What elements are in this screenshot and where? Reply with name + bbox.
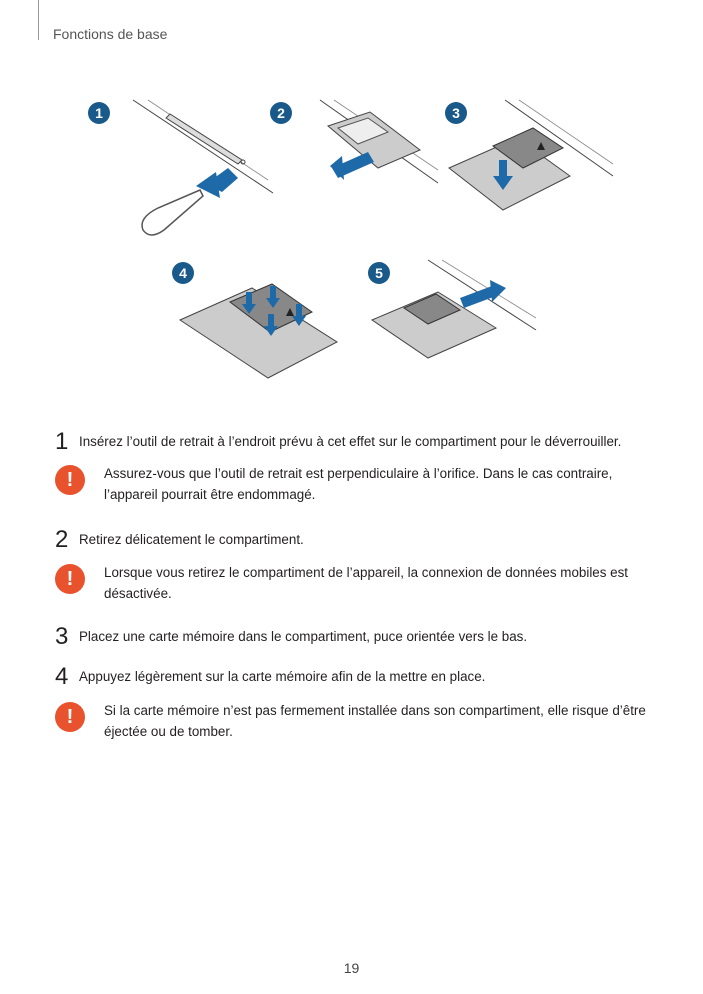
figure-step-3 bbox=[445, 98, 615, 216]
note-text: Si la carte mémoire n’est pas fermement installée dans son compartiment, elle risque d’être éjectée ou de tomber. bbox=[104, 703, 646, 739]
card-placement-illustration bbox=[445, 98, 615, 216]
tray-removal-illustration bbox=[270, 98, 440, 198]
ejection-tool-illustration bbox=[88, 98, 278, 243]
tray-insertion-illustration bbox=[368, 258, 538, 363]
figure-step-5 bbox=[368, 258, 538, 363]
step-text: Appuyez légèrement sur la carte mémoire afin de la mettre en place. bbox=[79, 669, 486, 684]
warning-icon: ! bbox=[55, 564, 85, 594]
step-number: 3 bbox=[55, 623, 69, 650]
header-rule bbox=[38, 0, 39, 40]
figure-step-2 bbox=[270, 98, 440, 198]
step-number: 1 bbox=[55, 428, 69, 455]
page-number: 19 bbox=[343, 960, 360, 976]
figure-badge-2: 2 bbox=[270, 102, 292, 124]
figure-badge-3: 3 bbox=[445, 102, 467, 124]
figure-badge-4: 4 bbox=[172, 262, 194, 284]
figure-step-1 bbox=[88, 98, 278, 243]
note-text: Assurez-vous que l’outil de retrait est perpendiculaire à l’orifice. Dans le cas contraire, l’appareil pourrait être endommagé. bbox=[104, 466, 613, 502]
card-press-illustration bbox=[172, 258, 347, 388]
note-text: Lorsque vous retirez le compartiment de l’appareil, la connexion de données mobiles est désactivée. bbox=[104, 565, 629, 601]
figure-badge-5: 5 bbox=[368, 262, 390, 284]
step-text: Placez une carte mémoire dans le compartiment, puce orientée vers le bas. bbox=[79, 629, 528, 644]
down-arrow-icon bbox=[499, 160, 507, 178]
step-text: Insérez l’outil de retrait à l’endroit prévu à cet effet sur le compartiment pour le déverrouiller. bbox=[79, 434, 622, 449]
step-text: Retirez délicatement le compartiment. bbox=[79, 532, 304, 547]
warning-icon: ! bbox=[55, 465, 85, 495]
figure-badge-1: 1 bbox=[88, 102, 110, 124]
step-number: 4 bbox=[55, 663, 69, 690]
step-number: 2 bbox=[55, 526, 69, 553]
figure-step-4 bbox=[172, 258, 347, 388]
page-header-title: Fonctions de base bbox=[53, 26, 168, 42]
warning-icon: ! bbox=[55, 702, 85, 732]
push-arrow-icon bbox=[460, 286, 496, 308]
